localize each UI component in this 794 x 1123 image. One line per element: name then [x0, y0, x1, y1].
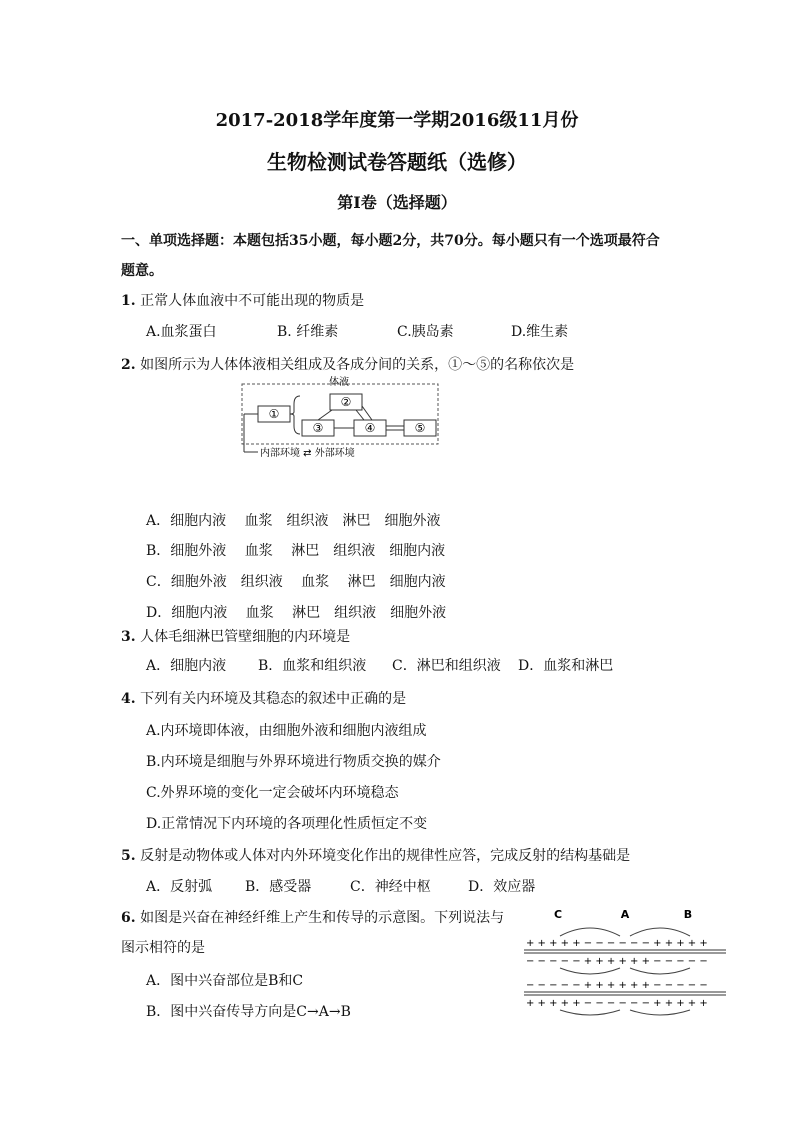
q2-option-a: A．细胞内液 血浆 组织液 淋巴 细胞外液	[146, 513, 441, 529]
question-stem: 如图所示为人体体液相关组成及各成分间的关系，①～⑤的名称依次是	[140, 357, 575, 373]
question-stem: 人体毛细淋巴管壁细胞的内环境是	[140, 629, 351, 645]
q4-option-a: A.内环境即体液，由细胞外液和细胞内液组成	[146, 723, 427, 739]
q3-option-b: B．血浆和组织液	[258, 658, 367, 674]
q5-option-c: C．神经中枢	[350, 879, 431, 895]
q3-option-a: A．细胞内液	[146, 658, 227, 674]
question-6-stem-cont: 图示相符的是	[121, 940, 205, 956]
question-number: 4.	[121, 691, 136, 707]
q4-option-b: B.内环境是细胞与外界环境进行物质交换的媒介	[146, 754, 441, 770]
question-stem: 下列有关内环境及其稳态的叙述中正确的是	[140, 691, 407, 707]
q2-option-d: D．细胞内液 血浆 淋巴 组织液 细胞外液	[146, 605, 447, 621]
question-3	[121, 626, 350, 646]
q1-option-c: C.胰岛素	[397, 324, 454, 340]
membrane-row-4: + + + + + − − − − − − + + + + +	[526, 998, 708, 1009]
q4-option-c: C.外界环境的变化一定会破坏内环境稳态	[146, 785, 399, 801]
question-4	[121, 688, 406, 708]
question-2	[121, 354, 574, 374]
diagram-label-environment: 内部环境 ⇄ 外部环境	[260, 448, 355, 459]
label-c: C	[553, 908, 563, 921]
q2-option-b: B．细胞外液 血浆 淋巴 组织液 细胞内液	[146, 543, 446, 559]
question-1	[121, 290, 364, 310]
question-number: 1.	[121, 293, 136, 309]
section-instruction: 一、单项选择题：本题包括35小题，每小题2分，共70分。每小题只有一个选项最符合	[121, 233, 660, 249]
q5-option-b: B．感受器	[245, 879, 312, 895]
question-stem: 反射是动物体或人体对内外环境变化作出的规律性应答，完成反射的结构基础是	[140, 848, 631, 864]
label-a: A	[620, 908, 630, 921]
q1-option-d: D.维生素	[511, 324, 569, 340]
diagram-node-4: ④	[364, 421, 376, 435]
question-5	[121, 845, 630, 865]
question-stem: 如图是兴奋在神经纤维上产生和传导的示意图。下列说法与	[140, 910, 505, 926]
membrane-row-2: − − − − − + + + + + + − − − − −	[526, 956, 708, 967]
q1-option-a: A.血浆蛋白	[146, 324, 217, 340]
question-number: 2.	[121, 357, 136, 373]
question-number: 6.	[121, 910, 136, 926]
q6-option-b: B．图中兴奋传导方向是C→A→B	[146, 1004, 351, 1020]
exam-title-line2: 生物检测试卷答题纸（选修）	[267, 150, 527, 174]
q6-option-a: A．图中兴奋部位是B和C	[146, 973, 304, 989]
exam-title-line1: 2017-2018学年度第一学期2016级11月份	[215, 110, 579, 131]
volume-title: 第Ⅰ卷（选择题）	[337, 193, 457, 212]
diagram-label-body-fluid: 体液	[329, 377, 349, 388]
membrane-row-1: + + + + + − − − − − − + + + + +	[526, 938, 708, 949]
diagram-node-5: ⑤	[414, 421, 426, 435]
q3-option-c: C．淋巴和组织液	[392, 658, 501, 674]
diagram-node-3: ③	[312, 421, 324, 435]
question-number: 3.	[121, 629, 136, 645]
diagram-node-1: ①	[268, 407, 280, 421]
nerve-fiber-diagram	[520, 906, 730, 1020]
question-number: 5.	[121, 848, 136, 864]
q2-option-c: C．细胞外液 组织液 血浆 淋巴 细胞内液	[146, 574, 446, 590]
q3-option-d: D．血浆和淋巴	[518, 658, 614, 674]
section-instruction-cont: 题意。	[121, 263, 163, 279]
diagram-node-2: ②	[340, 395, 352, 409]
label-b: B	[683, 908, 693, 921]
question-6	[121, 907, 504, 927]
question-stem: 正常人体血液中不可能出现的物质是	[140, 293, 365, 309]
membrane-row-3: − − − − − + + + + + + − − − − −	[526, 980, 708, 991]
body-fluid-diagram	[238, 376, 444, 462]
q4-option-d: D.正常情况下内环境的各项理化性质恒定不变	[146, 816, 428, 832]
q5-option-a: A．反射弧	[146, 879, 213, 895]
q1-option-b: B. 纤维素	[277, 324, 339, 340]
q5-option-d: D．效应器	[468, 879, 536, 895]
